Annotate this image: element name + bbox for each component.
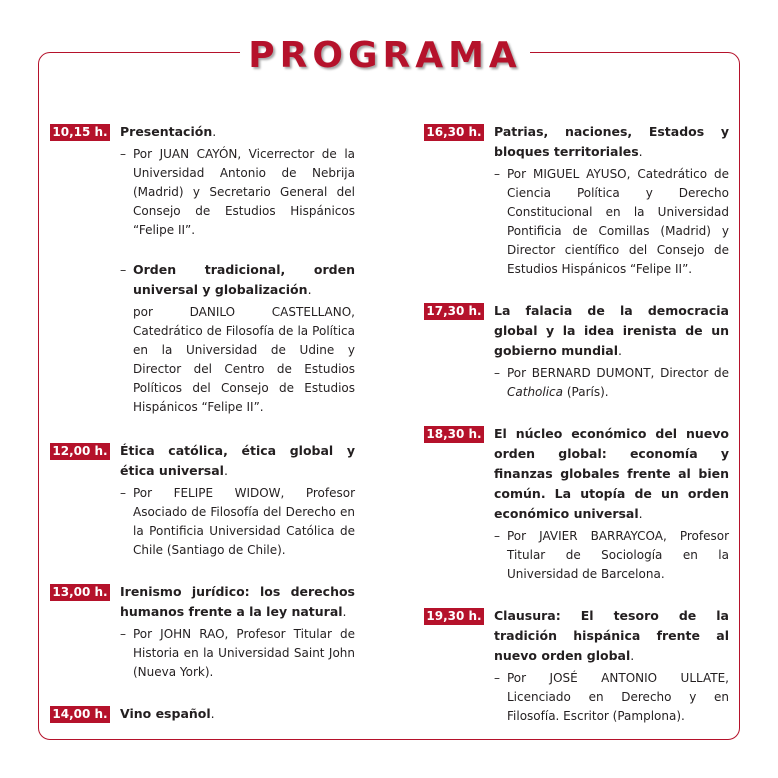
- schedule-item-1200: [50, 441, 355, 560]
- session-heading: Irenismo jurídico: los derechos humanos frente a la ley natural.: [120, 584, 355, 619]
- session-heading: Ética católica, ética global y ética universal.: [120, 443, 355, 478]
- time-badge: 12,00 h.: [50, 443, 110, 460]
- session-speaker: – Por JOHN RAO, Profesor Titular de Historia en la Universidad Saint John (Nueva York).: [120, 625, 355, 682]
- session-heading: Clausura: El tesoro de la tradición hispánica frente al nuevo orden global.: [494, 608, 729, 663]
- session-speaker: – Por JUAN CAYÓN, Vicerrector de la Universidad Antonio de Nebrija (Madrid) y Secretario General del Consejo de Estudios Hispánicos “Felipe II”.: [120, 145, 355, 240]
- page-title: PROGRAMA: [248, 34, 522, 76]
- schedule-item-1830: [424, 424, 729, 584]
- session-speaker: – Por JOSÉ ANTONIO ULLATE, Licenciado en Derecho y en Filosofía. Escritor (Pamplona).: [494, 669, 729, 726]
- schedule-item-1730: [424, 301, 729, 402]
- time-badge: 17,30 h.: [424, 303, 484, 320]
- session-speaker: – Por BERNARD DUMONT, Director de Catholica (París).: [494, 364, 729, 402]
- session-speaker: – Por MIGUEL AYUSO, Catedrático de Ciencia Política y Derecho Constitucional en la Universidad Pontificia de Comillas (Madrid) y Director científico del Consejo de Estudios Hispánicos “Felipe II”.: [494, 165, 729, 279]
- session-heading: Presentación.: [120, 124, 217, 139]
- time-badge: 10,15 h.: [50, 124, 110, 141]
- time-badge: 19,30 h.: [424, 608, 484, 625]
- schedule-item-1400: [50, 704, 355, 724]
- session-heading: La falacia de la democracia global y la idea irenista de un gobierno mundial.: [494, 303, 729, 358]
- sub-session-heading: – Orden tradicional, orden universal y globalización.: [120, 260, 355, 300]
- time-badge: 16,30 h.: [424, 124, 484, 141]
- right-column: [424, 122, 729, 726]
- schedule-item-1930: [424, 606, 729, 726]
- time-badge: 13,00 h.: [50, 584, 110, 601]
- session-speaker: – Por JAVIER BARRAYCOA, Profesor Titular de Sociología en la Universidad de Barcelona.: [494, 527, 729, 584]
- session-heading: Vino español.: [120, 706, 215, 721]
- title-box: [240, 30, 530, 80]
- schedule-item-1015: [50, 122, 355, 417]
- time-badge: 18,30 h.: [424, 426, 484, 443]
- schedule-item-1630: [424, 122, 729, 279]
- session-heading: El núcleo económico del nuevo orden global: economía y finanzas globales frente al bien común. La utopía de un orden económico universal.: [494, 426, 729, 521]
- session-heading: Patrias, naciones, Estados y bloques territoriales.: [494, 124, 729, 159]
- left-column: [50, 122, 355, 724]
- session-speaker: – Por FELIPE WIDOW, Profesor Asociado de Filosofía del Derecho en la Pontificia Universidad Católica de Chile (Santiago de Chile).: [120, 484, 355, 560]
- sub-session-speaker: por DANILO CASTELLANO, Catedrático de Filosofía de la Política en la Universidad de Udine y Director del Centro de Estudios Políticos del Consejo de Estudios Hispánicos “Felipe II”.: [133, 305, 355, 414]
- time-badge: 14,00 h.: [50, 706, 110, 723]
- schedule-item-1300: [50, 582, 355, 682]
